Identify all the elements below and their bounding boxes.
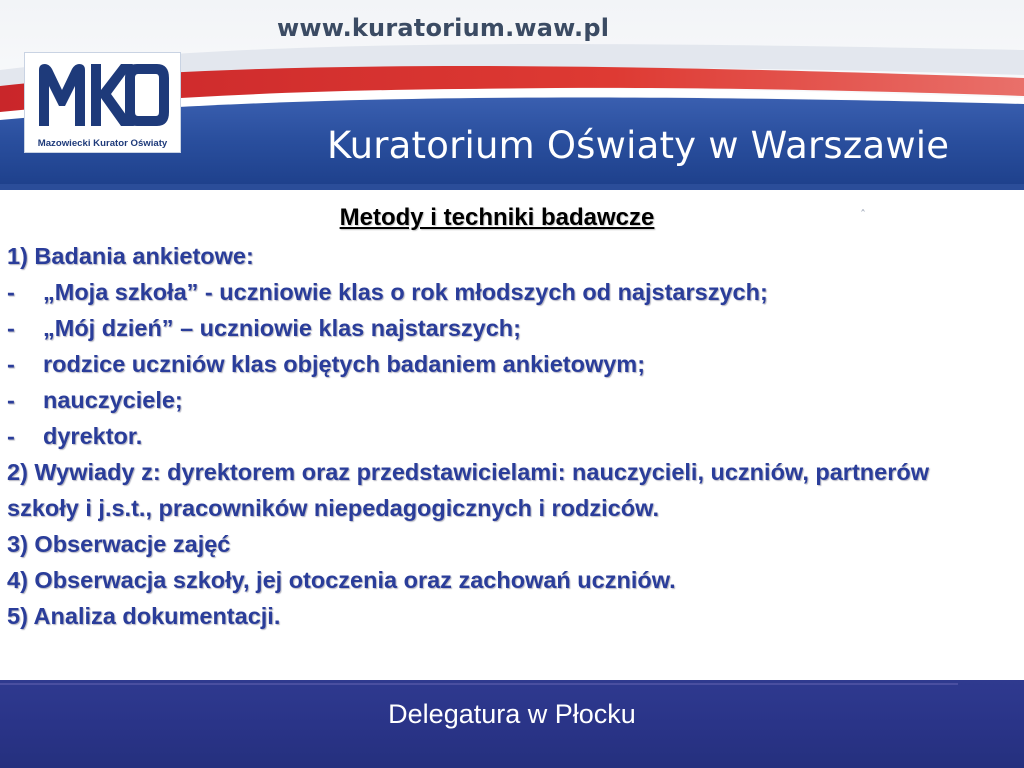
bullet-item (7, 274, 1007, 310)
site-url: www.kuratorium.waw.pl (277, 14, 610, 42)
footer-text: Delegatura w Płocku (388, 699, 636, 729)
footer-divider (0, 683, 958, 685)
bullet-item (7, 418, 1007, 454)
section-4: 4) Obserwacja szkoły, jej otoczenia oraz zachowań uczniów. (7, 567, 676, 593)
bullet-item (7, 382, 1007, 418)
caret-mark: ˆ (860, 208, 866, 222)
bullet-text: „Mój dzień” – uczniowie klas najstarszych; (43, 315, 521, 341)
bullet-dash: - (7, 315, 15, 341)
org-title: Kuratorium Oświaty w Warszawie (327, 124, 950, 167)
bullet-text: dyrektor. (43, 423, 143, 449)
bullet-dash: - (7, 423, 15, 449)
logo-caption: Mazowiecki Kurator Oświaty (37, 138, 168, 149)
section-1-heading: 1) Badania ankietowe: (7, 243, 254, 269)
bullet-item (7, 346, 1007, 382)
bullet-item (7, 310, 1007, 346)
mko-logo-icon (33, 58, 173, 132)
bullet-text: rodzice uczniów klas objętych badaniem ankietowym; (43, 351, 646, 377)
bullet-dash: - (7, 279, 15, 305)
bullet-dash: - (7, 387, 15, 413)
bullet-dash: - (7, 351, 15, 377)
header-banner (0, 0, 1024, 190)
section-2: 2) Wywiady z: dyrektorem oraz przedstawicielami: nauczycieli, uczniów, partnerów szkoły i j.s.t., pracowników niepedagogicznych i rodziców. (7, 459, 929, 521)
content-title: Metody i techniki badawcze (339, 204, 655, 231)
section-5: 5) Analiza dokumentacji. (7, 603, 281, 629)
section-3: 3) Obserwacje zajęć (7, 531, 231, 557)
bullet-text: „Moja szkoła” - uczniowie klas o rok młodszych od najstarszych; (43, 279, 768, 305)
content-body (7, 198, 1007, 634)
bullet-text: nauczyciele; (43, 387, 183, 413)
logo (24, 52, 181, 153)
